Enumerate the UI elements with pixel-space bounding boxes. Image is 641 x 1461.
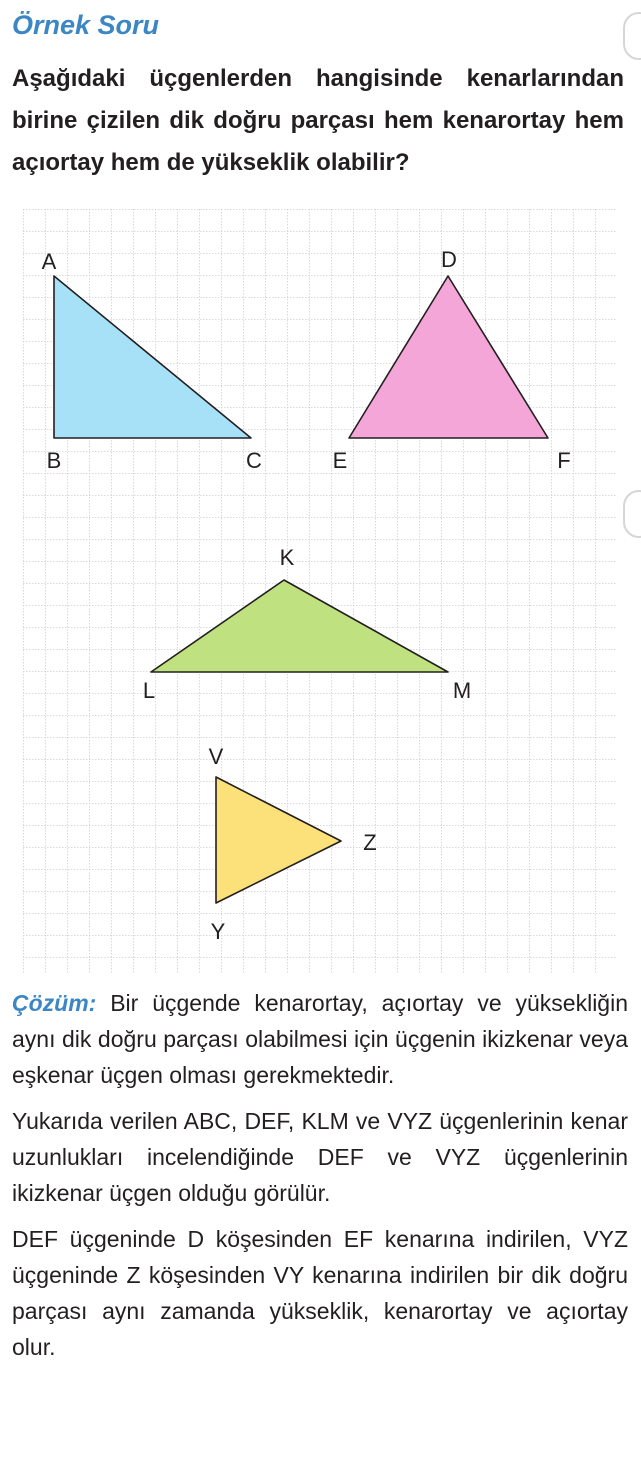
vertex-label-k: K — [279, 545, 295, 570]
page-edge-tab-middle — [623, 490, 641, 538]
triangle-vyz — [216, 777, 341, 903]
solution-text-1: Bir üçgende kenarortay, açıortay ve yüksekliğin aynı dik doğru parçası olabilmesi için üçgenin ikizkenar veya eşkenar üçgen olması gerekmektedir. — [12, 990, 628, 1088]
triangle-grid-figure — [23, 209, 617, 973]
solution-section — [12, 985, 628, 1375]
page-edge-tab-top — [623, 12, 641, 60]
solution-paragraph-1 — [12, 985, 628, 1093]
vertex-label-c: C — [246, 448, 262, 473]
triangle-klm — [151, 580, 448, 672]
vertex-label-l: L — [142, 678, 156, 703]
vertex-label-f: F — [557, 448, 571, 473]
vertex-label-b: B — [46, 448, 62, 473]
page-title: Örnek Soru — [12, 10, 160, 40]
solution-label: Çözüm: — [12, 990, 97, 1016]
solution-paragraph-3: DEF üçgeninde D köşesinden EF kenarına indirilen, VYZ üçgeninde Z köşesinden VY kenarına indirilen bir dik doğru parçası aynı zamanda yükseklik, kenarortay ve açıortay olur. — [12, 1226, 628, 1360]
question-text: Aşağıdaki üçgenlerden hangisinde kenarlarından birine çizilen dik doğru parçası hem kenarortay hem açıortay hem de yükseklik olabilir? — [12, 65, 624, 176]
vertex-label-e: E — [332, 448, 348, 473]
solution-paragraph-2: Yukarıda verilen ABC, DEF, KLM ve VYZ üçgenlerinin kenar uzunlukları incelendiğinde DEF ve VYZ üçgenlerinin ikizkenar üçgen olduğu görülür. — [12, 1108, 628, 1206]
vertex-label-a: A — [41, 249, 57, 274]
vertex-label-d: D — [441, 247, 457, 272]
vertex-label-v: V — [208, 744, 224, 769]
vertex-label-z: Z — [363, 830, 377, 855]
triangle-def — [349, 276, 548, 438]
vertex-label-y: Y — [210, 919, 226, 944]
vertex-label-m: M — [452, 678, 472, 703]
